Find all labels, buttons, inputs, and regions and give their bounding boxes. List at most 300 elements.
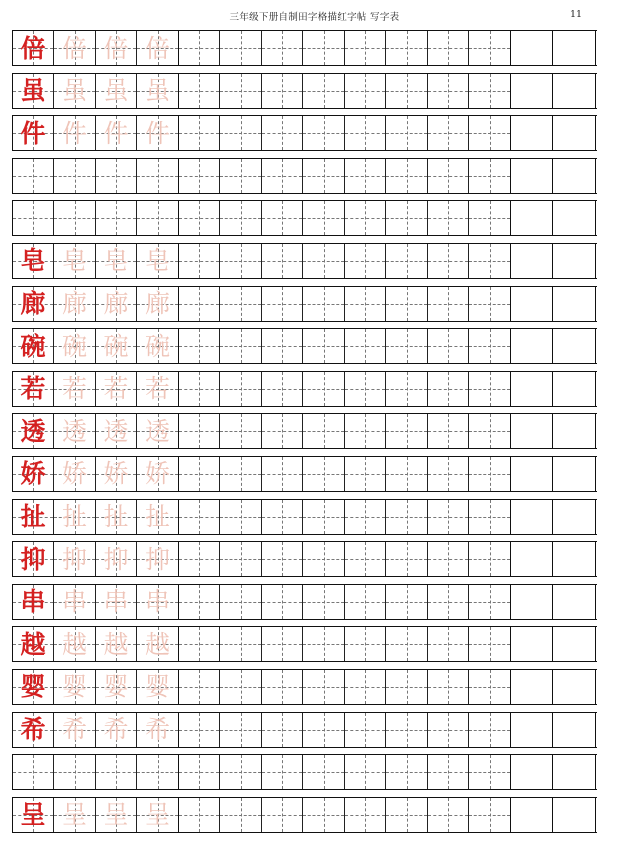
tianzige-cell xyxy=(303,755,345,789)
guide-line-vertical xyxy=(490,670,491,704)
guide-line-vertical xyxy=(448,414,449,448)
tianzige-cell xyxy=(428,670,469,704)
grid-row xyxy=(12,328,597,364)
guide-line-vertical xyxy=(282,201,283,235)
tianzige-cell xyxy=(13,372,54,406)
tianzige-cell xyxy=(13,329,54,363)
tianzige-cell xyxy=(13,159,54,193)
tianzige-cell xyxy=(96,500,137,534)
tianzige-cell xyxy=(428,755,469,789)
tianzige-cell xyxy=(303,244,345,278)
guide-line-vertical xyxy=(365,414,366,448)
tianzige-cell xyxy=(262,670,303,704)
model-character: 扯 xyxy=(20,502,46,532)
tianzige-cell xyxy=(386,287,428,321)
tracing-character: 若 xyxy=(144,374,170,404)
blank-cell xyxy=(553,500,596,534)
model-character: 碗 xyxy=(20,331,46,361)
tianzige-cell xyxy=(137,74,179,108)
blank-cell xyxy=(553,414,596,448)
guide-line-vertical xyxy=(241,670,242,704)
guide-line-vertical xyxy=(282,585,283,619)
tianzige-cell xyxy=(262,244,303,278)
tracing-character: 廊 xyxy=(103,289,129,319)
blank-cell xyxy=(511,755,553,789)
grid-row xyxy=(12,371,597,407)
tracing-character: 婴 xyxy=(144,672,170,702)
blank-cell xyxy=(511,414,553,448)
guide-line-vertical xyxy=(33,159,34,193)
tianzige-cell xyxy=(179,287,220,321)
tianzige-cell xyxy=(386,116,428,150)
guide-line-vertical xyxy=(324,457,325,491)
tracing-character: 碗 xyxy=(61,331,87,361)
tianzige-cell xyxy=(262,116,303,150)
guide-line-vertical xyxy=(199,372,200,406)
tianzige-cell xyxy=(428,713,469,747)
tianzige-cell xyxy=(345,159,386,193)
tracing-character: 碗 xyxy=(103,331,129,361)
model-character: 越 xyxy=(20,629,46,659)
tianzige-cell xyxy=(220,627,262,661)
guide-line-vertical xyxy=(282,329,283,363)
blank-cell xyxy=(553,31,596,65)
guide-line-vertical xyxy=(490,329,491,363)
tracing-character: 抑 xyxy=(144,544,170,574)
tracing-character: 倍 xyxy=(61,33,87,63)
tianzige-cell xyxy=(262,159,303,193)
grid-row xyxy=(12,30,597,66)
guide-line-vertical xyxy=(448,500,449,534)
tianzige-cell xyxy=(386,670,428,704)
tianzige-cell xyxy=(303,500,345,534)
guide-line-vertical xyxy=(448,627,449,661)
guide-line-vertical xyxy=(365,713,366,747)
guide-line-vertical xyxy=(116,159,117,193)
guide-line-vertical xyxy=(407,159,408,193)
guide-line-vertical xyxy=(448,287,449,321)
tracing-character: 透 xyxy=(103,416,129,446)
guide-line-vertical xyxy=(365,755,366,789)
tianzige-cell xyxy=(96,414,137,448)
tianzige-cell xyxy=(179,627,220,661)
tianzige-cell xyxy=(345,627,386,661)
tianzige-cell xyxy=(469,627,511,661)
tianzige-cell xyxy=(54,329,96,363)
tianzige-cell xyxy=(428,414,469,448)
tianzige-cell xyxy=(386,585,428,619)
blank-cell xyxy=(553,244,596,278)
guide-line-vertical xyxy=(490,542,491,576)
tracing-character: 呈 xyxy=(103,800,129,830)
tianzige-cell xyxy=(179,329,220,363)
tianzige-cell xyxy=(220,329,262,363)
tianzige-cell xyxy=(262,414,303,448)
guide-line-vertical xyxy=(407,670,408,704)
guide-line-vertical xyxy=(365,627,366,661)
tianzige-cell xyxy=(469,74,511,108)
tianzige-cell xyxy=(96,244,137,278)
grid-row xyxy=(12,626,597,662)
guide-line-vertical xyxy=(241,755,242,789)
model-character: 呈 xyxy=(20,800,46,830)
tianzige-cell xyxy=(386,627,428,661)
guide-line-vertical xyxy=(199,627,200,661)
tianzige-cell xyxy=(179,74,220,108)
tracing-character: 串 xyxy=(61,587,87,617)
tianzige-cell xyxy=(469,542,511,576)
tianzige-cell xyxy=(469,798,511,832)
tianzige-cell xyxy=(428,372,469,406)
guide-line-vertical xyxy=(448,798,449,832)
tianzige-cell xyxy=(179,201,220,235)
guide-line-vertical xyxy=(199,116,200,150)
guide-line-vertical xyxy=(241,585,242,619)
tracing-character: 越 xyxy=(61,629,87,659)
guide-line-vertical xyxy=(199,457,200,491)
tianzige-cell xyxy=(137,244,179,278)
tianzige-cell xyxy=(303,159,345,193)
grid-row xyxy=(12,797,597,833)
tianzige-cell xyxy=(137,585,179,619)
tianzige-cell xyxy=(428,31,469,65)
guide-line-vertical xyxy=(241,74,242,108)
tracing-character: 皂 xyxy=(144,246,170,276)
tianzige-cell xyxy=(428,159,469,193)
guide-line-vertical xyxy=(490,627,491,661)
tianzige-cell xyxy=(220,542,262,576)
tianzige-cell xyxy=(13,31,54,65)
tianzige-cell xyxy=(179,372,220,406)
tianzige-cell xyxy=(54,798,96,832)
tianzige-cell xyxy=(262,457,303,491)
blank-cell xyxy=(511,670,553,704)
guide-line-vertical xyxy=(199,542,200,576)
tianzige-cell xyxy=(469,116,511,150)
tracing-character: 廊 xyxy=(144,289,170,319)
tianzige-cell xyxy=(220,500,262,534)
model-character: 廊 xyxy=(20,289,46,319)
tianzige-cell xyxy=(303,457,345,491)
guide-line-vertical xyxy=(490,457,491,491)
tianzige-cell xyxy=(54,244,96,278)
grid-row xyxy=(12,456,597,492)
tracing-character: 虽 xyxy=(144,76,170,106)
tianzige-cell xyxy=(428,457,469,491)
tianzige-cell xyxy=(179,116,220,150)
guide-line-vertical xyxy=(199,713,200,747)
blank-cell xyxy=(511,159,553,193)
guide-line-vertical xyxy=(282,542,283,576)
tianzige-cell xyxy=(303,414,345,448)
tianzige-cell xyxy=(137,329,179,363)
model-character: 虽 xyxy=(20,76,46,106)
tianzige-cell xyxy=(179,244,220,278)
model-character: 倍 xyxy=(20,33,46,63)
tianzige-cell xyxy=(220,798,262,832)
tianzige-cell xyxy=(96,798,137,832)
model-character: 婴 xyxy=(20,672,46,702)
grid-row xyxy=(12,115,597,151)
tianzige-cell xyxy=(262,585,303,619)
tracing-character: 婴 xyxy=(103,672,129,702)
guide-line-vertical xyxy=(199,585,200,619)
tianzige-cell xyxy=(345,244,386,278)
blank-cell xyxy=(553,713,596,747)
guide-line-vertical xyxy=(282,287,283,321)
tracing-character: 娇 xyxy=(61,459,87,489)
guide-line-vertical xyxy=(282,713,283,747)
tianzige-cell xyxy=(469,329,511,363)
tianzige-cell xyxy=(262,755,303,789)
guide-line-vertical xyxy=(241,31,242,65)
guide-line-vertical xyxy=(448,585,449,619)
tracing-character: 婴 xyxy=(61,672,87,702)
guide-line-vertical xyxy=(407,542,408,576)
blank-cell xyxy=(553,159,596,193)
blank-cell xyxy=(553,585,596,619)
tianzige-cell xyxy=(137,457,179,491)
blank-cell xyxy=(511,201,553,235)
tianzige-cell xyxy=(262,627,303,661)
guide-line-vertical xyxy=(448,244,449,278)
tianzige-cell xyxy=(137,500,179,534)
tianzige-cell xyxy=(137,713,179,747)
guide-line-vertical xyxy=(282,670,283,704)
tracing-character: 串 xyxy=(144,587,170,617)
blank-cell xyxy=(511,244,553,278)
guide-line-vertical xyxy=(365,542,366,576)
model-character: 皂 xyxy=(20,246,46,276)
tianzige-cell xyxy=(54,500,96,534)
guide-line-vertical xyxy=(407,755,408,789)
tianzige-cell xyxy=(428,585,469,619)
tracing-character: 碗 xyxy=(144,331,170,361)
tianzige-cell xyxy=(179,798,220,832)
guide-line-vertical xyxy=(116,755,117,789)
tianzige-cell xyxy=(179,713,220,747)
tianzige-cell xyxy=(13,798,54,832)
guide-line-vertical xyxy=(490,414,491,448)
guide-line-vertical xyxy=(158,159,159,193)
tianzige-cell xyxy=(262,74,303,108)
tracing-character: 倍 xyxy=(103,33,129,63)
tianzige-cell xyxy=(96,670,137,704)
grid-row xyxy=(12,499,597,535)
guide-line-vertical xyxy=(324,74,325,108)
tianzige-cell xyxy=(96,116,137,150)
guide-line-vertical xyxy=(365,31,366,65)
guide-line-vertical xyxy=(448,159,449,193)
guide-line-vertical xyxy=(407,372,408,406)
tianzige-cell xyxy=(469,713,511,747)
guide-line-vertical xyxy=(199,287,200,321)
guide-line-vertical xyxy=(490,244,491,278)
tianzige-cell xyxy=(179,670,220,704)
tracing-character: 倍 xyxy=(144,33,170,63)
tianzige-cell xyxy=(386,372,428,406)
tianzige-cell xyxy=(428,116,469,150)
grid-row xyxy=(12,712,597,748)
tianzige-cell xyxy=(345,500,386,534)
guide-line-vertical xyxy=(282,627,283,661)
tianzige-cell xyxy=(345,713,386,747)
tianzige-cell xyxy=(54,627,96,661)
tracing-character: 扯 xyxy=(144,502,170,532)
guide-line-vertical xyxy=(365,244,366,278)
guide-line-vertical xyxy=(241,457,242,491)
model-character: 娇 xyxy=(20,459,46,489)
tianzige-cell xyxy=(13,713,54,747)
tianzige-cell xyxy=(262,798,303,832)
guide-line-vertical xyxy=(116,201,117,235)
guide-line-vertical xyxy=(365,159,366,193)
tianzige-cell xyxy=(345,755,386,789)
tianzige-cell xyxy=(54,542,96,576)
tianzige-cell xyxy=(345,287,386,321)
tianzige-cell xyxy=(345,74,386,108)
tracing-character: 虽 xyxy=(61,76,87,106)
guide-line-vertical xyxy=(199,329,200,363)
grid-row xyxy=(12,200,597,236)
tianzige-cell xyxy=(13,244,54,278)
guide-line-vertical xyxy=(324,372,325,406)
guide-line-vertical xyxy=(282,414,283,448)
tianzige-cell xyxy=(220,74,262,108)
blank-cell xyxy=(511,542,553,576)
tianzige-cell xyxy=(386,713,428,747)
tianzige-cell xyxy=(345,414,386,448)
tianzige-cell xyxy=(96,627,137,661)
blank-cell xyxy=(553,670,596,704)
tianzige-cell xyxy=(179,414,220,448)
guide-line-vertical xyxy=(448,31,449,65)
tianzige-cell xyxy=(220,457,262,491)
tianzige-cell xyxy=(345,798,386,832)
guide-line-vertical xyxy=(407,798,408,832)
tianzige-cell xyxy=(386,74,428,108)
guide-line-vertical xyxy=(199,31,200,65)
tianzige-cell xyxy=(220,287,262,321)
guide-line-vertical xyxy=(490,201,491,235)
tianzige-cell xyxy=(345,457,386,491)
blank-cell xyxy=(511,713,553,747)
grid-row xyxy=(12,413,597,449)
guide-line-vertical xyxy=(490,372,491,406)
guide-line-vertical xyxy=(282,372,283,406)
grid-row xyxy=(12,754,597,790)
tianzige-cell xyxy=(262,201,303,235)
guide-line-vertical xyxy=(324,755,325,789)
tracing-character: 皂 xyxy=(61,246,87,276)
guide-line-vertical xyxy=(75,201,76,235)
guide-line-vertical xyxy=(448,74,449,108)
tianzige-cell xyxy=(54,74,96,108)
tianzige-cell xyxy=(262,31,303,65)
guide-line-vertical xyxy=(365,74,366,108)
guide-line-vertical xyxy=(199,244,200,278)
tianzige-cell xyxy=(96,713,137,747)
page-number: 11 xyxy=(570,9,583,20)
tianzige-cell xyxy=(262,287,303,321)
guide-line-vertical xyxy=(324,329,325,363)
tianzige-cell xyxy=(96,542,137,576)
tianzige-cell xyxy=(96,201,137,235)
guide-line-vertical xyxy=(324,244,325,278)
guide-line-vertical xyxy=(282,31,283,65)
tracing-character: 扯 xyxy=(61,502,87,532)
guide-line-vertical xyxy=(490,755,491,789)
blank-cell xyxy=(511,585,553,619)
tracing-character: 娇 xyxy=(103,459,129,489)
tianzige-cell xyxy=(345,372,386,406)
model-character: 抑 xyxy=(20,544,46,574)
grid-row xyxy=(12,286,597,322)
guide-line-vertical xyxy=(158,755,159,789)
guide-line-vertical xyxy=(199,755,200,789)
tianzige-cell xyxy=(54,713,96,747)
tianzige-cell xyxy=(13,500,54,534)
tianzige-cell xyxy=(386,500,428,534)
tianzige-cell xyxy=(469,244,511,278)
guide-line-vertical xyxy=(365,500,366,534)
tianzige-cell xyxy=(96,372,137,406)
guide-line-vertical xyxy=(324,500,325,534)
tianzige-cell xyxy=(428,542,469,576)
tianzige-cell xyxy=(303,670,345,704)
guide-line-vertical xyxy=(448,372,449,406)
blank-cell xyxy=(553,542,596,576)
tianzige-cell xyxy=(303,329,345,363)
tianzige-cell xyxy=(137,542,179,576)
guide-line-vertical xyxy=(324,542,325,576)
grid-row xyxy=(12,669,597,705)
tracing-character: 希 xyxy=(61,715,87,744)
tracing-character: 娇 xyxy=(144,459,170,489)
guide-line-vertical xyxy=(199,500,200,534)
blank-cell xyxy=(553,798,596,832)
guide-line-vertical xyxy=(199,159,200,193)
tianzige-cell xyxy=(386,159,428,193)
tianzige-cell xyxy=(303,585,345,619)
guide-line-vertical xyxy=(407,287,408,321)
guide-line-vertical xyxy=(75,159,76,193)
tianzige-cell xyxy=(220,713,262,747)
guide-line-vertical xyxy=(365,670,366,704)
guide-line-vertical xyxy=(448,201,449,235)
tianzige-cell xyxy=(220,670,262,704)
tianzige-cell xyxy=(303,627,345,661)
tracing-character: 希 xyxy=(144,715,170,744)
tianzige-cell xyxy=(137,798,179,832)
guide-line-vertical xyxy=(324,798,325,832)
guide-line-vertical xyxy=(365,329,366,363)
model-character: 件 xyxy=(20,118,46,148)
tianzige-cell xyxy=(303,116,345,150)
guide-line-vertical xyxy=(490,159,491,193)
model-character: 透 xyxy=(20,416,46,446)
tianzige-cell xyxy=(428,627,469,661)
guide-line-vertical xyxy=(199,201,200,235)
tianzige-cell xyxy=(13,627,54,661)
tianzige-cell xyxy=(428,287,469,321)
tianzige-cell xyxy=(96,74,137,108)
blank-cell xyxy=(553,287,596,321)
guide-line-vertical xyxy=(282,500,283,534)
tianzige-cell xyxy=(54,116,96,150)
tianzige-cell xyxy=(179,755,220,789)
blank-cell xyxy=(511,457,553,491)
